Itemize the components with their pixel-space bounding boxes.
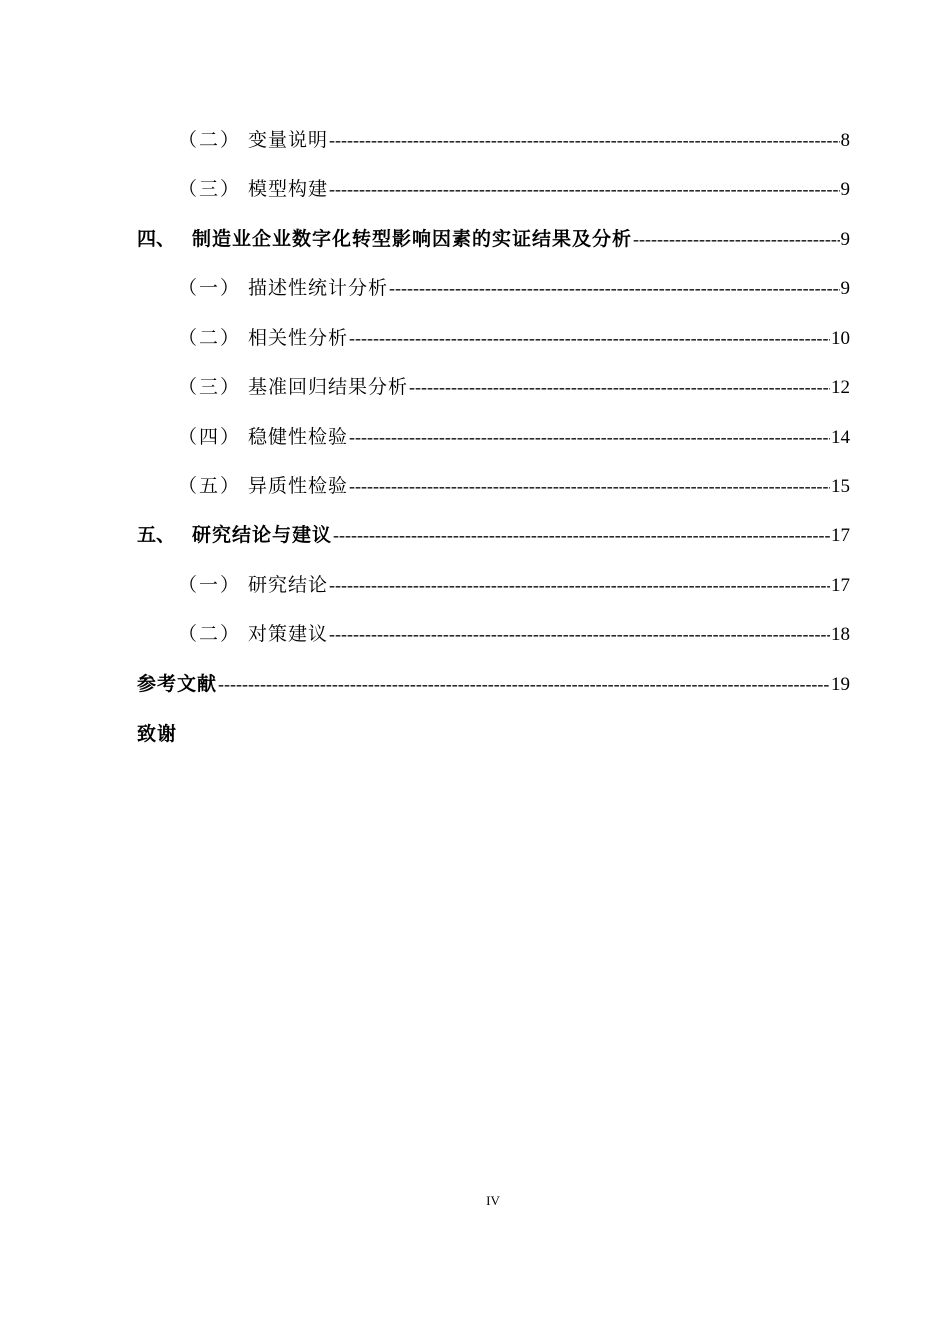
toc-entry[interactable] [178,422,850,452]
toc-entry-page: 8 [840,130,850,151]
toc-entry-number: （二） [178,327,242,349]
toc-entry[interactable] [137,719,850,749]
toc-leader-dashes [333,520,830,550]
toc-entry[interactable] [178,125,850,155]
toc-entry-page: 19 [831,674,850,695]
toc-entry-title: 研究结论 [248,574,329,596]
toc-entry-number: （四） [178,426,242,448]
toc-entry-number: （三） [178,178,242,200]
toc-entry[interactable] [178,174,850,204]
toc-entry[interactable] [178,619,850,649]
toc-entry[interactable] [178,570,850,600]
toc-entry-page: 9 [840,229,850,250]
toc-entry-page: 12 [831,377,850,398]
toc-entry-page: 15 [831,476,850,497]
toc-entry[interactable] [137,224,850,254]
toc-entry-number: 五、 [137,524,176,546]
toc-entry-title: 研究结论与建议 [192,524,333,546]
toc-leader-dashes [409,372,830,402]
toc-entry-title: 描述性统计分析 [248,277,389,299]
toc-entry-number: （一） [178,277,242,299]
toc-leader-dashes [329,570,830,600]
toc-leader-dashes [349,471,830,501]
toc-leader-dashes [633,224,839,254]
toc-entry-number: （一） [178,574,242,596]
toc-entry-title: 相关性分析 [248,327,349,349]
toc-entry-title: 变量说明 [248,129,329,151]
toc-entry-number: （三） [178,376,242,398]
toc-leader-dashes [349,323,830,353]
toc-entry-title: 参考文献 [137,673,218,695]
toc-entry-page: 18 [831,624,850,645]
toc-entry-number: （二） [178,623,242,645]
toc-entry-title: 对策建议 [248,623,329,645]
page-number: IV [486,1193,500,1208]
toc-entry-number: （二） [178,129,242,151]
toc-entry-title: 模型构建 [248,178,329,200]
toc-entry[interactable] [178,471,850,501]
toc-entry-page: 9 [840,179,850,200]
toc-entry-page: 9 [840,278,850,299]
toc-leader-dashes [329,619,830,649]
toc-entry[interactable] [137,669,850,699]
toc-entry-page: 17 [831,525,850,546]
toc-entry-number: 四、 [137,228,176,250]
toc-leader-dashes [349,422,830,452]
toc-entry[interactable] [178,323,850,353]
toc-entry-title: 稳健性检验 [248,426,349,448]
toc-leader-dashes [329,174,839,204]
toc-entry-title: 基准回归结果分析 [248,376,409,398]
toc-leader-dashes [329,125,839,155]
toc-entry[interactable] [137,520,850,550]
toc-entry-page: 17 [831,575,850,596]
toc-entry-title: 异质性检验 [248,475,349,497]
toc-entry-number: （五） [178,475,242,497]
toc-entry-page: 10 [831,328,850,349]
toc-leader-dashes [218,669,830,699]
toc-entry[interactable] [178,273,850,303]
toc-entry-page: 14 [831,427,850,448]
toc-entry-title: 制造业企业数字化转型影响因素的实证结果及分析 [192,228,633,250]
toc-entry[interactable] [178,372,850,402]
toc-leader-dashes [389,273,839,303]
toc-entry-title: 致谢 [137,723,178,745]
